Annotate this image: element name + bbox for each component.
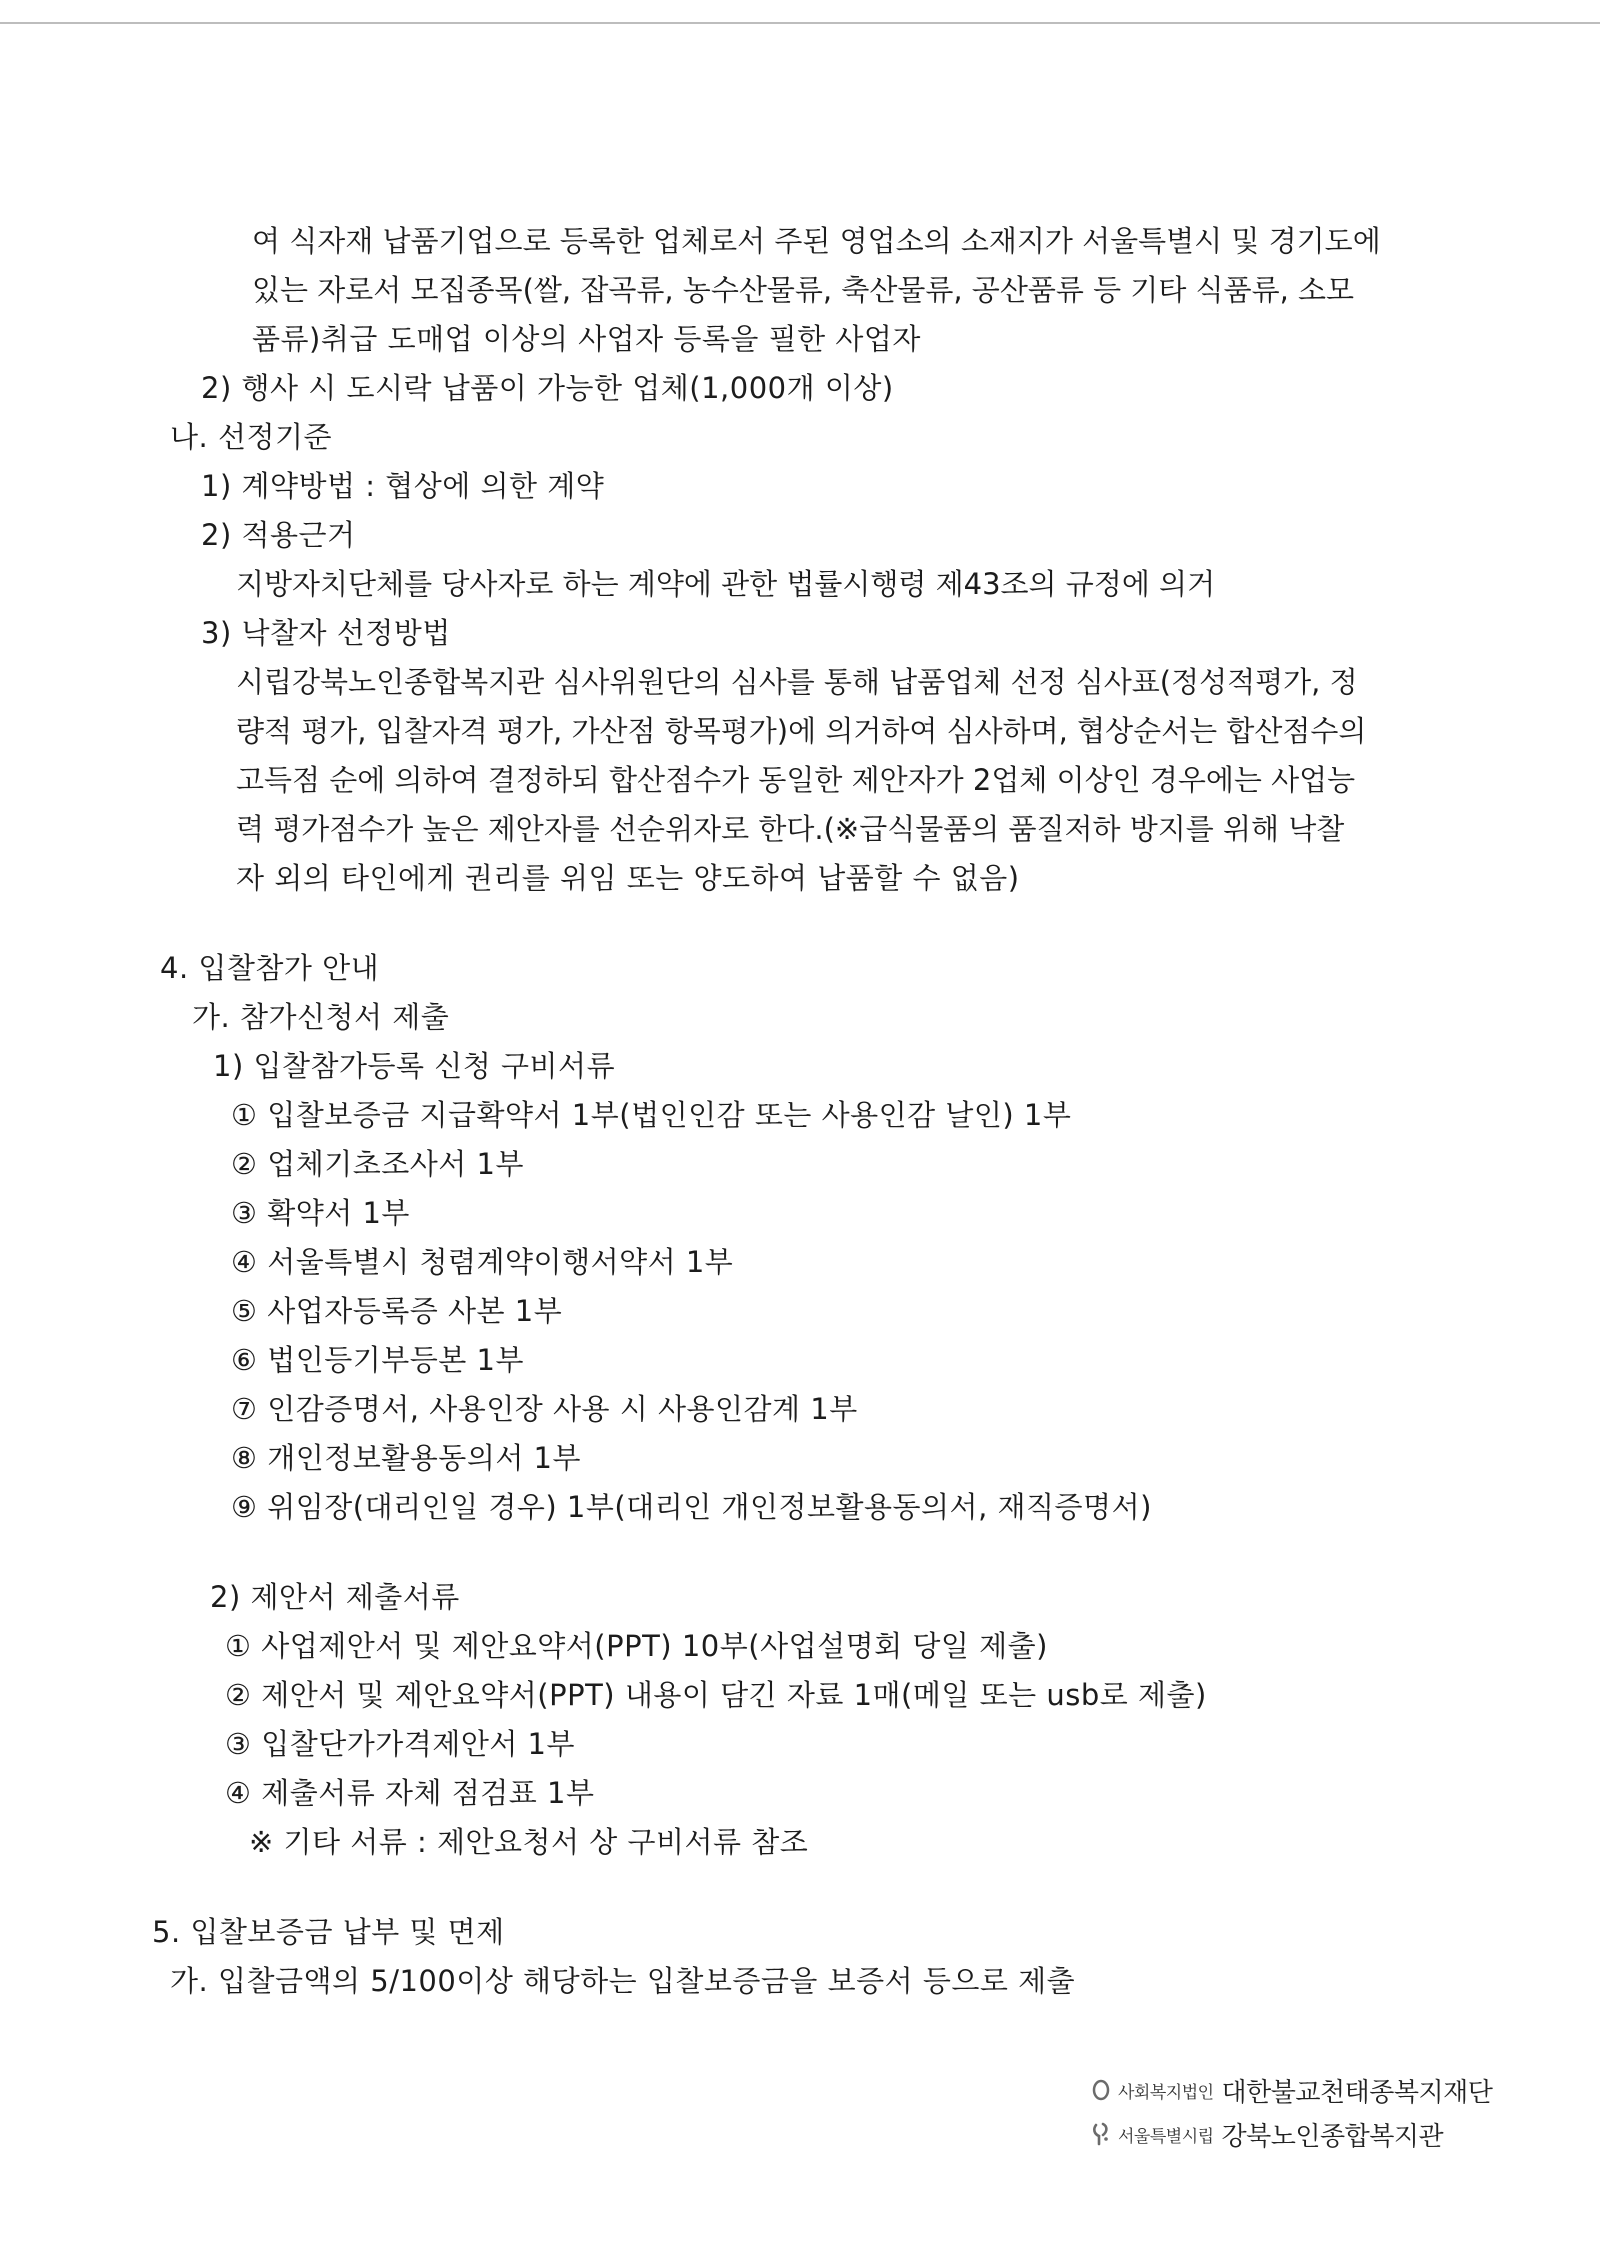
list-item: 3) 낙찰자 선정방법: [201, 616, 451, 650]
circle-emblem-icon: [1090, 2077, 1112, 2103]
subsection-heading: 나. 선정기준: [170, 420, 333, 454]
paragraph-line: 품류)취급 도매업 이상의 사업자 등록을 필한 사업자: [252, 322, 921, 356]
footer-foundation: [1090, 2068, 1510, 2112]
list-item: 2) 행사 시 도시락 납품이 가능한 업체(1,000개 이상): [201, 371, 894, 405]
list-item: 1) 계약방법 : 협상에 의한 계약: [201, 469, 605, 503]
paragraph-line: 여 식자재 납품기업으로 등록한 업체로서 주된 영업소의 소재지가 서울특별시 및 경기도에: [252, 224, 1381, 258]
paragraph-line: 력 평가점수가 높은 제안자를 선순위자로 한다.(※급식물품의 품질저하 방지를 위해 낙찰: [236, 812, 1345, 846]
list-item: ① 입찰보증금 지급확약서 1부(법인인감 또는 사용인감 날인) 1부: [231, 1098, 1072, 1132]
list-item: ③ 확약서 1부: [231, 1196, 410, 1230]
footer-center: [1090, 2112, 1510, 2156]
subsection-heading: 가. 입찰금액의 5/100이상 해당하는 입찰보증금을 보증서 등으로 제출: [170, 1964, 1076, 1998]
note-line: ※ 기타 서류 : 제안요청서 상 구비서류 참조: [249, 1825, 809, 1859]
list-item: ② 업체기초조사서 1부: [231, 1147, 524, 1181]
list-item: ⑥ 법인등기부등본 1부: [231, 1343, 524, 1377]
paragraph-line: 고득점 순에 의하여 결정하되 합산점수가 동일한 제안자가 2업체 이상인 경우에는 사업능: [236, 763, 1356, 797]
center-prefix: 서울특별시립: [1118, 2126, 1214, 2147]
footer-organization: [1090, 2068, 1510, 2156]
list-item: ④ 제출서류 자체 점검표 1부: [225, 1776, 595, 1810]
list-item: 2) 제안서 제출서류: [210, 1580, 460, 1614]
paragraph-line: 있는 자로서 모집종목(쌀, 잡곡류, 농수산물류, 축산물류, 공산품류 등 기타 식품류, 소모: [252, 273, 1355, 307]
list-item: ⑧ 개인정보활용동의서 1부: [231, 1441, 582, 1475]
foundation-name: 대한불교천태종복지재단: [1221, 2077, 1493, 2108]
foundation-prefix: 사회복지법인: [1118, 2082, 1214, 2103]
list-item: ⑤ 사업자등록증 사본 1부: [231, 1294, 563, 1328]
paragraph-line: 지방자치단체를 당사자로 하는 계약에 관한 법률시행령 제43조의 규정에 의거: [236, 567, 1216, 601]
list-item: ③ 입찰단가가격제안서 1부: [225, 1727, 576, 1761]
paragraph-line: 량적 평가, 입찰자격 평가, 가산점 항목평가)에 의거하여 심사하며, 협상순서는 합산점수의: [236, 714, 1367, 748]
section-heading: 4. 입찰참가 안내: [160, 951, 380, 985]
paragraph-line: 자 외의 타인에게 권리를 위임 또는 양도하여 납품할 수 없음): [236, 861, 1020, 895]
section-heading: 5. 입찰보증금 납부 및 면제: [152, 1915, 505, 1949]
list-item: ⑦ 인감증명서, 사용인장 사용 시 사용인감계 1부: [231, 1392, 858, 1426]
paragraph-line: 시립강북노인종합복지관 심사위원단의 심사를 통해 납품업체 선정 심사표(정성적평가, 정: [236, 665, 1358, 699]
list-item: ① 사업제안서 및 제안요약서(PPT) 10부(사업설명회 당일 제출): [225, 1629, 1048, 1663]
list-item: ⑨ 위임장(대리인일 경우) 1부(대리인 개인정보활용동의서, 재직증명서): [231, 1490, 1152, 1524]
scan-edge-line: [0, 22, 1600, 24]
subsection-heading: 가. 참가신청서 제출: [192, 1000, 450, 1034]
center-emblem-icon: [1090, 2121, 1112, 2147]
center-name: 강북노인종합복지관: [1221, 2121, 1444, 2152]
list-item: 2) 적용근거: [201, 518, 356, 552]
list-item: ④ 서울특별시 청렴계약이행서약서 1부: [231, 1245, 734, 1279]
list-item: ② 제안서 및 제안요약서(PPT) 내용이 담긴 자료 1매(메일 또는 usb로 제출): [225, 1678, 1207, 1712]
list-item: 1) 입찰참가등록 신청 구비서류: [213, 1049, 616, 1083]
